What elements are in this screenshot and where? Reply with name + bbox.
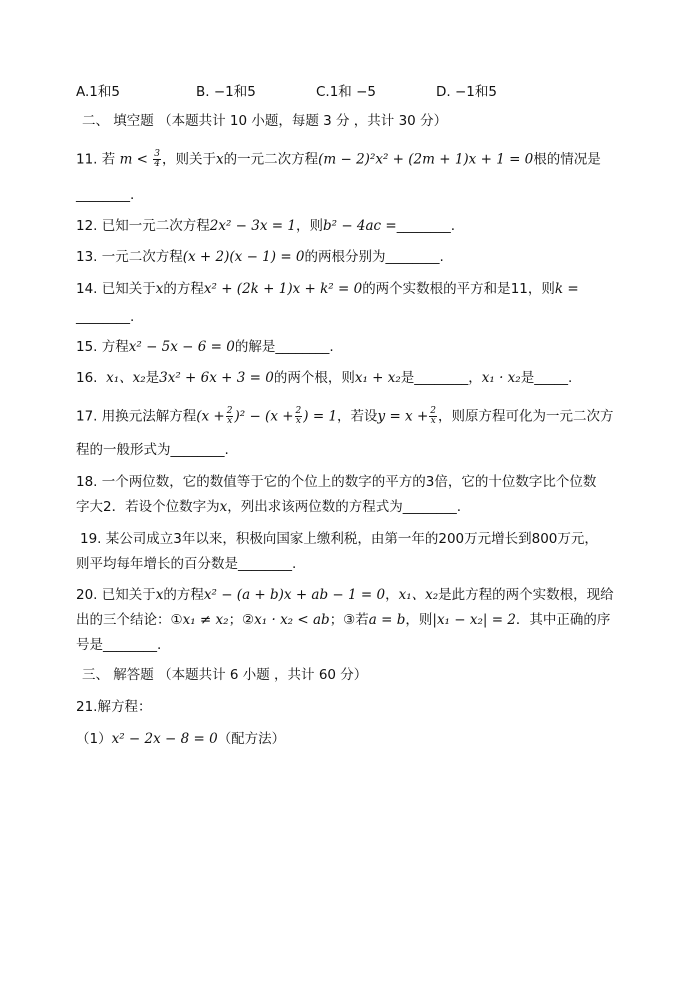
q14-var: x <box>155 281 164 297</box>
q18-line2b: ，列出求该两位数的方程式为 <box>227 499 403 515</box>
q14-prefix: 14. 已知关于 <box>76 281 156 297</box>
q17-prefix: 17. 用换元法解方程 <box>76 408 197 425</box>
q16-blank2: _____. <box>534 370 573 386</box>
q15-math1: x² − 5x − 6 = 0 <box>128 339 235 355</box>
q12-blank: ________. <box>396 218 456 234</box>
q13-prefix: 13. 一元二次方程 <box>76 249 183 265</box>
q20-text4: 是此方程的两个实数根，现给 <box>438 587 614 603</box>
question-16 <box>76 369 572 387</box>
option-a: A.1和5 <box>76 84 120 100</box>
q11-math2: (m − 2)²x² + (2m + 1)x + 1 = 0 <box>318 151 534 168</box>
q14-num: 11 <box>510 281 528 297</box>
question-11 <box>76 150 601 169</box>
q11-blank: ________. <box>76 187 135 203</box>
q14-math2: k = <box>554 281 579 297</box>
q19-line2: 则平均每年增长的百分数是 <box>76 556 238 572</box>
q16-text2: 是 <box>145 370 160 386</box>
q17-text2: ，若设 <box>337 408 378 425</box>
q20-text2: 的方程 <box>163 587 204 603</box>
q16-prefix: 16. <box>76 370 98 386</box>
question-14 <box>76 280 579 298</box>
option-b: B. −1和5 <box>196 84 256 100</box>
q13-blank: ________. <box>385 249 444 265</box>
q20-l2e: ．其中正确的序 <box>515 612 611 628</box>
q11-text3: 的一元二次方程 <box>223 151 319 168</box>
q16-text5: 是 <box>520 370 535 386</box>
q17-math1b: )² − (x + <box>234 408 294 425</box>
q12-math2: b² − 4ac = <box>322 218 397 234</box>
q17-line2: 程的一般形式为 <box>76 442 171 458</box>
q15-prefix: 15. 方程 <box>76 339 129 355</box>
q16-text4: 是 <box>400 370 415 386</box>
q13-text2: 的两根分别为 <box>304 249 386 265</box>
q13-math1: (x + 2)(x − 1) = 0 <box>182 249 305 265</box>
q20-m4: |x₁ − x₂| = 2 <box>432 612 516 628</box>
q18-line2a: 字大2．若设个位数字为 <box>76 499 220 515</box>
q18-blank: ________. <box>402 499 462 515</box>
q16-math1: x₁、x₂ <box>106 370 146 386</box>
question-21-part1 <box>76 730 285 748</box>
q20-m2: x₁ · x₂ < ab <box>254 612 330 628</box>
q14-text3: 的两个实数根的平方和是 <box>362 281 511 297</box>
q17-blank: ________. <box>170 442 229 458</box>
q18-var: x <box>219 499 228 515</box>
q17-math1c: ) = 1 <box>303 408 338 425</box>
q21-part1-prefix: （1） <box>76 731 112 747</box>
question-20 <box>76 586 614 604</box>
q12-prefix: 12. 已知一元二次方程 <box>76 218 210 234</box>
q21-part1-math: x² − 2x − 8 = 0 <box>111 731 218 747</box>
q16-math4: x₁ · x₂ <box>481 370 521 386</box>
q15-text2: 的解是 <box>234 339 276 355</box>
q19-blank: ________. <box>238 556 297 572</box>
section-fill-in-header: 二、 填空题 （本题共计 10 小题，每题 3 分 ，共计 30 分） <box>82 113 448 129</box>
q15-blank: ________. <box>275 339 334 355</box>
q20-m1: x₁ ≠ x₂ <box>182 612 229 628</box>
q17-math1a: (x + <box>196 408 225 425</box>
q20-prefix: 20. 已知关于 <box>76 587 156 603</box>
q16-math3: x₁ + x₂ <box>354 370 401 386</box>
q20-l2b: ；② <box>228 612 255 628</box>
q20-blank: ________. <box>103 637 162 653</box>
q12-text2: ，则 <box>295 218 323 234</box>
q14-text4: ，则 <box>527 281 555 297</box>
question-21-title: 21.解方程： <box>76 699 152 715</box>
q11-fraction: $\frac{3}{4}$ <box>154 149 160 169</box>
option-d: D. −1和5 <box>436 84 497 100</box>
question-18: 18. 一个两位数，它的数值等于它的个位上的数字的平方的3倍，它的十位数字比个位数 <box>76 474 597 490</box>
q11-text2: ，则关于 <box>162 151 216 168</box>
question-20-line2 <box>76 611 610 629</box>
q20-l2c: ；③若 <box>329 612 369 628</box>
q14-text2: 的方程 <box>163 281 204 297</box>
q14-math1: x² + (2k + 1)x + k² = 0 <box>203 281 363 297</box>
q20-math2: x₁、x₂ <box>398 587 439 603</box>
q20-line2a: 出的三个结论：① <box>76 612 183 628</box>
question-17 <box>76 407 614 426</box>
question-13 <box>76 248 444 266</box>
q12-math1: 2x² − 3x = 1 <box>209 218 296 234</box>
q11-text4: 根的情况是 <box>533 151 601 168</box>
q11-prefix: 11. 若 <box>76 151 116 168</box>
q17-fraction-1: $\frac{2}{x}$ <box>226 406 233 426</box>
q11-math1: m < <box>119 151 148 168</box>
option-c: C.1和 −5 <box>316 84 376 100</box>
q16-text3: 的两个根，则 <box>273 370 355 386</box>
question-15 <box>76 338 334 356</box>
q21-part1-suffix: （配方法） <box>217 731 286 747</box>
q20-line3: 号是 <box>76 637 103 653</box>
q17-math2: y = x + <box>377 408 429 425</box>
q20-text3: ， <box>385 587 399 603</box>
question-20-line3 <box>76 636 161 654</box>
question-17-line2 <box>76 441 229 459</box>
question-12 <box>76 217 455 235</box>
q16-math2: 3x² + 6x + 3 = 0 <box>159 370 274 386</box>
q20-l2d: ，则 <box>405 612 433 628</box>
q17-fraction-2: $\frac{2}{x}$ <box>295 406 302 426</box>
question-19-line2 <box>76 555 296 573</box>
question-18-line2 <box>76 498 461 516</box>
q20-m3: a = b <box>368 612 406 628</box>
section-solve-header: 三、 解答题 （本题共计 6 小题 ，共计 60 分） <box>82 667 368 683</box>
q17-fraction-3: $\frac{2}{x}$ <box>430 406 437 426</box>
q20-var: x <box>155 587 164 603</box>
question-19: 19. 某公司成立3年以来，积极向国家上缴利税，由第一年的200万元增长到800万元， <box>80 531 598 547</box>
q14-blank: ________. <box>76 309 135 325</box>
q20-math1: x² − (a + b)x + ab − 1 = 0 <box>203 587 386 603</box>
q11-var: x <box>216 151 224 168</box>
q17-text3: ，则原方程可化为一元二次方 <box>438 408 614 425</box>
q16-blank1: ________， <box>414 370 482 386</box>
